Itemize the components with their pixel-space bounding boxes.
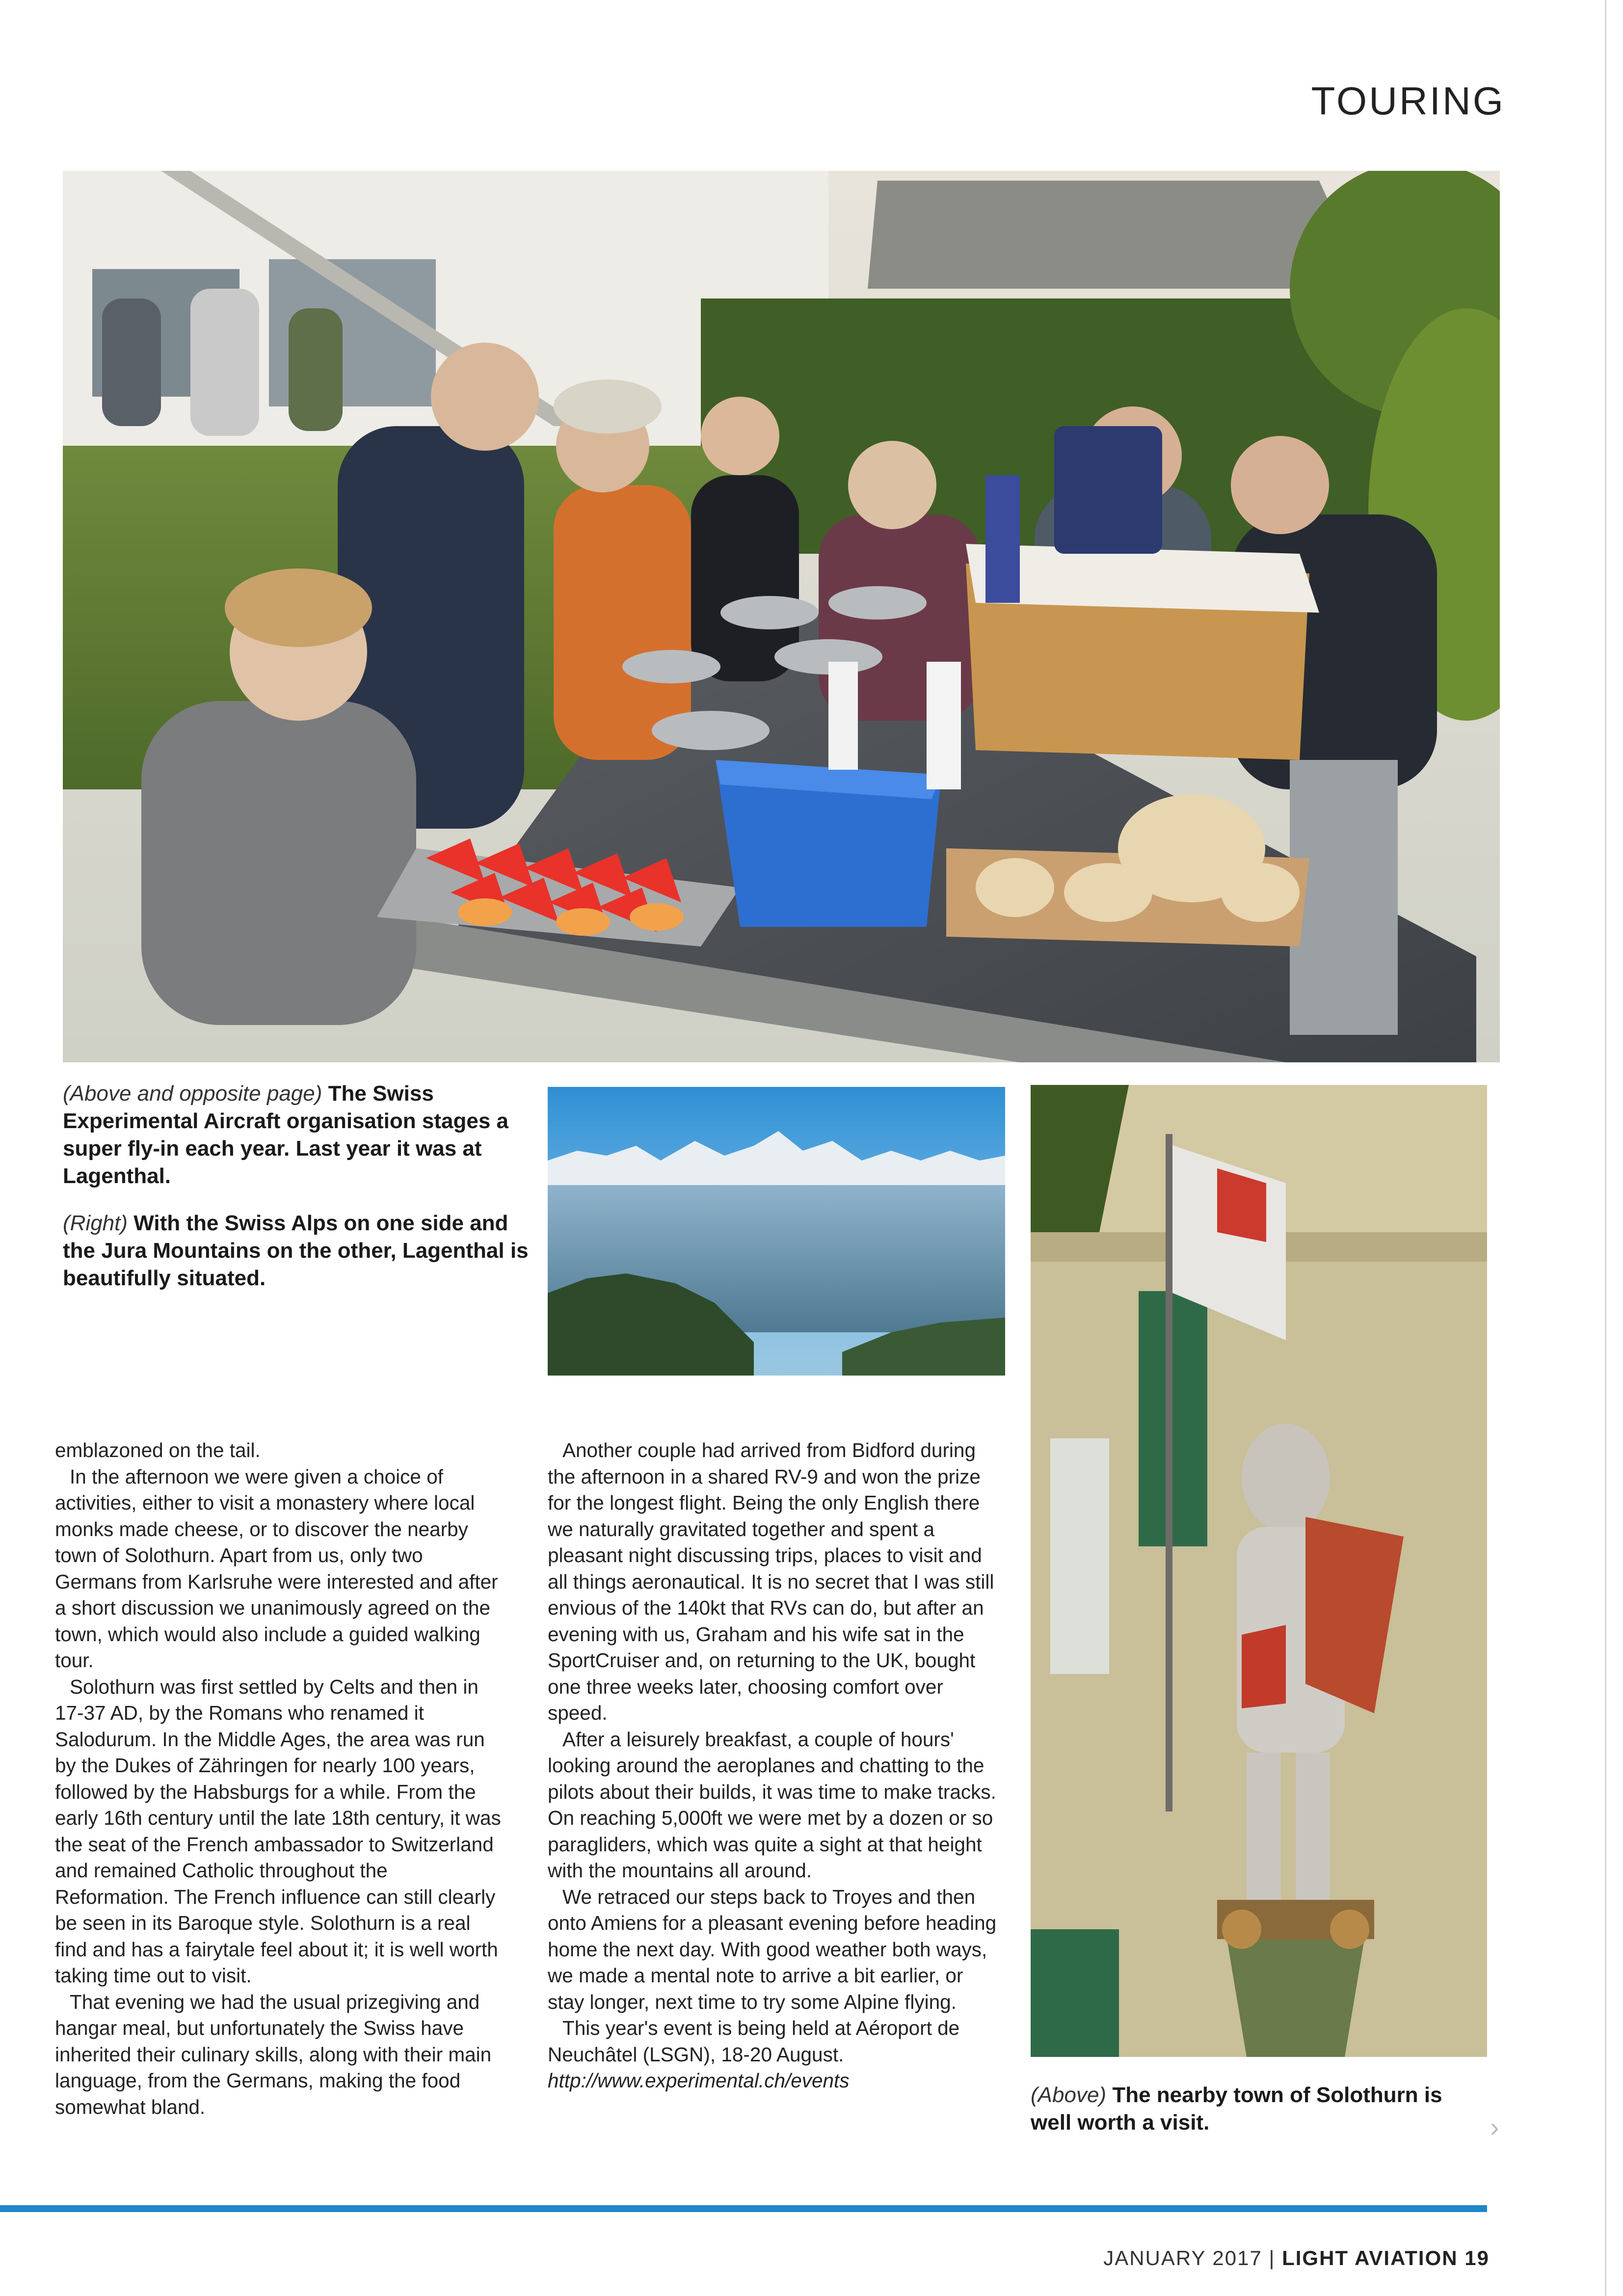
scan-edge-line	[1605, 0, 1606, 2296]
paragraph: emblazoned on the tail.	[55, 1439, 261, 1461]
chevron-right-icon: ›	[1490, 2111, 1499, 2142]
footer-rule	[0, 2205, 1487, 2212]
caption-lead: (Right)	[63, 1211, 128, 1235]
page-number: 19	[1464, 2246, 1490, 2269]
paragraph: This year's event is being held at Aéroport de Neuchâtel (LSGN), 18-20 August.	[548, 2017, 960, 2066]
caption-lead: (Above)	[1031, 2083, 1107, 2107]
paragraph: Another couple had arrived from Bidford during the afternoon in a shared RV-9 and won the prize for the longest flight. Being the only English there we naturally gravitated together and spent a pleasant night discussing trips, places to visit and all things aeronautical. It is no secret that I was still envious of the 140kt that RVs can do, but after an evening with us, Graham and his wife sat in the SportCruiser and, on returning to the UK, bought one three weeks later, choosing comfort over speed.	[548, 1439, 994, 1724]
top-photo-caption	[63, 1080, 514, 1190]
footer-separator: |	[1269, 2246, 1276, 2269]
barbecue-photo	[63, 171, 1500, 1062]
paragraph: We retraced our steps back to Troyes and then onto Amiens for a pleasant evening before heading home the next day. With good weather both ways, we made a mental note to arrive a bit earlier, or stay longer, next time to try some Alpine flying.	[548, 1885, 997, 2013]
caption-text: The Swiss Experimental Aircraft organisation stages a super fly-in each year. Last year it was at Lagenthal.	[63, 1081, 508, 1188]
section-header: TOURING	[1311, 79, 1505, 123]
alps-photo-caption	[63, 1210, 534, 1292]
paragraph: Solothurn was first settled by Celts and then in 17-37 AD, by the Romans who renamed it Salodurum. In the Middle Ages, the area was run by the Dukes of Zähringen for nearly 100 years, followed by the Habsburgs for a while. From the early 16th century until the late 18th century, it was the seat of the French ambassador to Switzerland and remained Catholic throughout the Reformation. The French influence can still clearly be seen in its Baroque style. Solothurn is a real find and has a fairytale feel about it; it is well worth taking time out to visit.	[55, 1675, 501, 1987]
issue-date: JANUARY 2017	[1103, 2246, 1262, 2269]
caption-lead: (Above and opposite page)	[63, 1081, 322, 1106]
statue-photo	[1031, 1085, 1487, 2057]
magazine-name: LIGHT AVIATION	[1282, 2246, 1458, 2269]
article-column-2	[548, 1437, 1004, 2094]
article-column-1	[55, 1437, 506, 2120]
page-footer	[1103, 2246, 1490, 2270]
paragraph: After a leisurely breakfast, a couple of hours' looking around the aeroplanes and chatting to the pilots about their builds, it was time to make tracks. On reaching 5,000ft we were met by a dozen or so paragliders, which was quite a sight at that height with the mountains all around.	[548, 1728, 996, 1882]
caption-text: With the Swiss Alps on one side and the Jura Mountains on the other, Lagenthal is beautifully situated.	[63, 1211, 529, 1290]
event-url-link[interactable]: http://www.experimental.ch/events	[548, 2069, 850, 2092]
paragraph: In the afternoon we were given a choice of activities, either to visit a monastery where local monks made cheese, or to discover the nearby town of Solothurn. Apart from us, only two Germans from Karlsruhe were interested and after a short discussion we unanimously agreed on the town, which would also include a guided walking tour.	[55, 1465, 498, 1672]
paragraph: That evening we had the usual prizegiving and hangar meal, but unfortunately the Swiss have inherited their culinary skills, along with their main language, from the Germans, making the food somewhat bland.	[55, 1990, 492, 2118]
alps-photo	[548, 1087, 1005, 1376]
statue-photo-caption	[1031, 2081, 1482, 2136]
caption-text: The nearby town of Solothurn is well worth a visit.	[1031, 2083, 1442, 2134]
